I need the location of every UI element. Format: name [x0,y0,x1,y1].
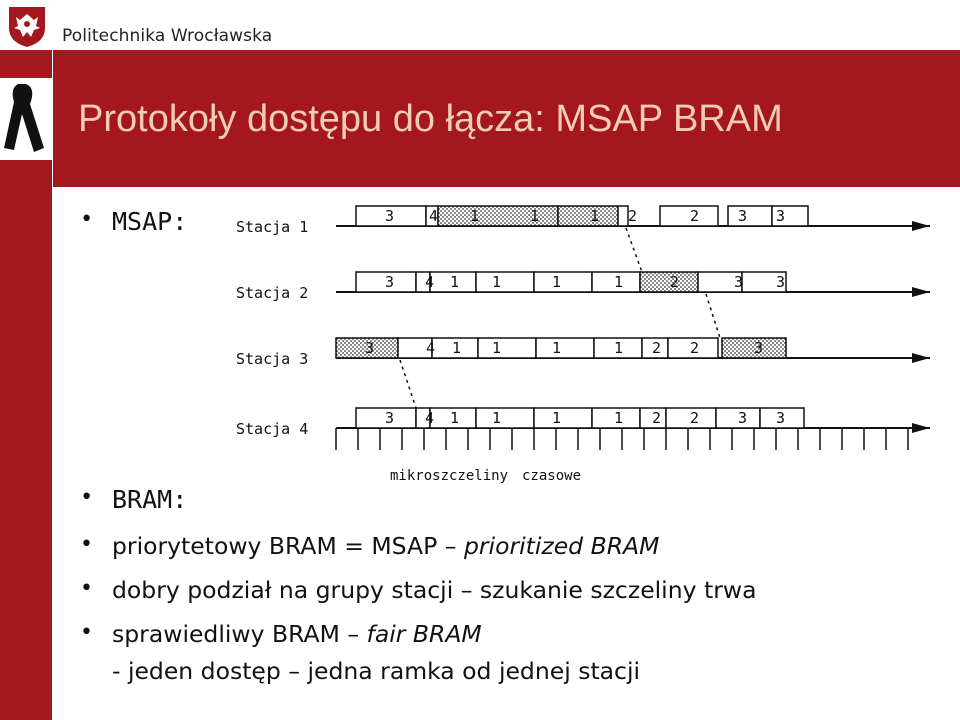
bullet-dot-icon: • [80,207,94,232]
frame-number: 3 [738,207,748,225]
handoff-dashed-line [400,360,416,408]
bullet-dot-icon: • [80,532,93,557]
bullet-bram-text: BRAM: [112,485,188,514]
frame-number: 1 [552,409,562,427]
bullet-prioritized [80,532,660,560]
arrow-icon [912,423,930,433]
frame-number: 3 [754,339,764,357]
frame-number: 1 [452,339,462,357]
frame-number: 1 [492,339,502,357]
frame-box [728,206,772,226]
frame-number: 3 [734,273,744,291]
frame-number: 1 [530,207,540,225]
frame-number: 2 [628,207,638,225]
frame-box [438,206,558,226]
bullet-dot-icon: • [80,485,94,510]
frame-number: 3 [385,207,395,225]
frame-box [476,408,534,428]
bullet-fair [80,620,482,648]
frame-number: 4 [425,409,435,427]
university-crest-icon [6,4,48,48]
frame-box [476,272,534,292]
msap-timing-diagram [230,200,950,490]
frame-box [534,408,592,428]
bullet-groups-text: dobry podział na grupy stacji – szukanie szczeliny trwa [112,576,757,604]
bullet-fair-italic: fair BRAM [366,620,482,648]
station-label-2: Stacja 2 [236,284,309,302]
frame-number: 2 [690,409,700,427]
station-label-1: Stacja 1 [236,218,309,236]
university-name: Politechnika Wrocławska [62,26,273,46]
frame-number: 2 [690,339,700,357]
frame-box [618,206,628,226]
frame-number: 1 [492,273,502,291]
station-label-3: Stacja 3 [236,350,309,368]
frame-box [640,272,698,292]
bullet-msap-text: MSAP: [112,207,188,236]
frame-number: 3 [776,273,786,291]
arrow-icon [912,287,930,297]
frame-number: 1 [614,409,624,427]
frame-box [660,206,718,226]
frame-number: 2 [652,409,662,427]
bullet-msap [80,207,188,236]
frame-box [536,338,594,358]
bullet-fair-continuation: - jeden dostęp – jedna ramka od jednej stacji [112,657,641,685]
frame-number: 4 [426,339,436,357]
frame-number: 3 [738,409,748,427]
arrow-icon [912,353,930,363]
bullet-groups [80,576,757,604]
caption-microslots: mikroszczeliny [390,468,509,484]
mourning-ribbon-area [0,78,52,160]
frame-number: 4 [425,273,435,291]
frame-number: 1 [492,409,502,427]
frame-number: 3 [385,409,395,427]
frame-number: 1 [450,273,460,291]
caption-time: czasowe [522,468,582,484]
frame-number: 3 [385,273,395,291]
station-label-4: Stacja 4 [236,420,309,438]
frame-number: 1 [470,207,480,225]
ribbon-icon [0,78,52,160]
frame-number: 2 [670,273,680,291]
handoff-dashed-line [706,294,720,338]
frame-box [534,272,592,292]
frame-number: 1 [614,339,624,357]
bullet-prioritized-italic: prioritized BRAM [463,532,660,560]
frame-number: 3 [776,409,786,427]
frame-number: 2 [652,339,662,357]
frame-number: 3 [776,207,786,225]
arrow-icon [912,221,930,231]
bullet-dot-icon: • [80,620,93,645]
frame-number: 1 [614,273,624,291]
page-title: Protokoły dostępu do łącza: MSAP BRAM [78,98,783,140]
bullet-bram [80,485,188,514]
frame-number: 4 [429,207,439,225]
bullet-dot-icon: • [80,576,93,601]
bullet-fair-text: sprawiedliwy BRAM – [112,620,367,648]
frame-number: 1 [552,339,562,357]
frame-box [478,338,536,358]
bullet-prioritized-text: priorytetowy BRAM = MSAP – [112,532,464,560]
handoff-dashed-line [626,228,642,272]
frame-number: 1 [450,409,460,427]
frame-number: 3 [365,339,375,357]
frame-number: 1 [552,273,562,291]
frame-number: 1 [590,207,600,225]
frame-number: 2 [690,207,700,225]
frame-box [558,206,618,226]
